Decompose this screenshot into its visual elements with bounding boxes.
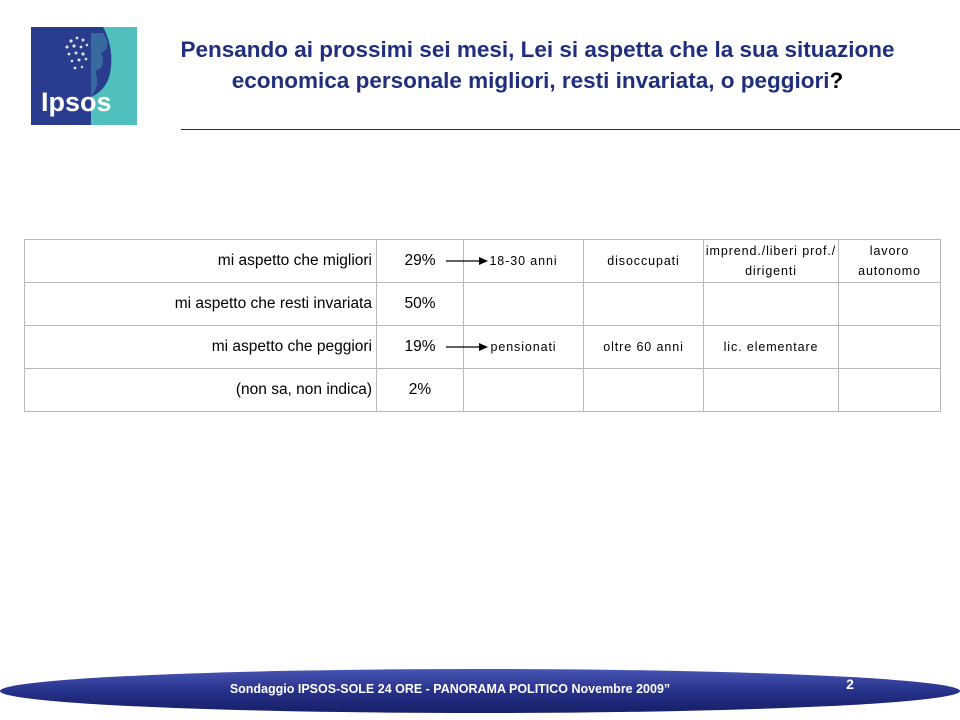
segment-cell bbox=[704, 240, 839, 283]
title-text: Pensando ai prossimi sei mesi, Lei si aspetta che la sua situazione economica personale migliori, resti invariata, o peggiori bbox=[180, 37, 895, 93]
title-divider bbox=[181, 129, 960, 130]
segment-label: lavoro autonomo bbox=[858, 244, 921, 278]
segment-label: pensionati bbox=[490, 340, 557, 354]
row-percentage: 2% bbox=[377, 369, 464, 412]
row-percentage: 29% bbox=[377, 240, 464, 283]
segment-cell bbox=[839, 326, 941, 369]
segment-cell bbox=[839, 369, 941, 412]
segment-label: disoccupati bbox=[607, 254, 680, 268]
title-question-mark: ? bbox=[829, 68, 844, 93]
row-label: mi aspetto che migliori bbox=[25, 240, 377, 283]
table-row bbox=[25, 369, 941, 412]
segment-cell bbox=[464, 369, 584, 412]
segment-cell bbox=[839, 283, 941, 326]
segment-cell bbox=[704, 283, 839, 326]
footer-text: Sondaggio IPSOS-SOLE 24 ORE - PANORAMA POLITICO Novembre 2009” bbox=[229, 682, 671, 696]
segment-cell bbox=[704, 326, 839, 369]
segment-cell bbox=[464, 326, 584, 369]
segment-label: 18-30 anni bbox=[489, 254, 558, 268]
segment-cell bbox=[704, 369, 839, 412]
arrow-right-icon bbox=[446, 342, 488, 352]
logo-text: Ipsos bbox=[41, 87, 112, 117]
row-percentage: 50% bbox=[377, 283, 464, 326]
table-row bbox=[25, 326, 941, 369]
ipsos-logo bbox=[31, 27, 137, 125]
row-label: mi aspetto che resti invariata bbox=[25, 283, 377, 326]
segment-label: lic. elementare bbox=[723, 340, 819, 354]
segment-cell bbox=[584, 326, 704, 369]
row-label: mi aspetto che peggiori bbox=[25, 326, 377, 369]
results-table bbox=[24, 239, 941, 412]
page-title bbox=[165, 34, 910, 96]
row-label: (non sa, non indica) bbox=[25, 369, 377, 412]
table-row bbox=[25, 283, 941, 326]
table-row bbox=[25, 240, 941, 283]
segment-cell bbox=[464, 283, 584, 326]
segment-cell bbox=[584, 240, 704, 283]
row-percentage: 19% bbox=[377, 326, 464, 369]
arrow-right-icon bbox=[446, 256, 488, 266]
segment-cell bbox=[464, 240, 584, 283]
segment-cell bbox=[839, 240, 941, 283]
segment-cell bbox=[584, 283, 704, 326]
segment-label: imprend./liberi prof./ dirigenti bbox=[705, 244, 837, 278]
segment-cell bbox=[584, 369, 704, 412]
page-number: 2 bbox=[846, 676, 854, 692]
segment-label: oltre 60 anni bbox=[603, 340, 684, 354]
